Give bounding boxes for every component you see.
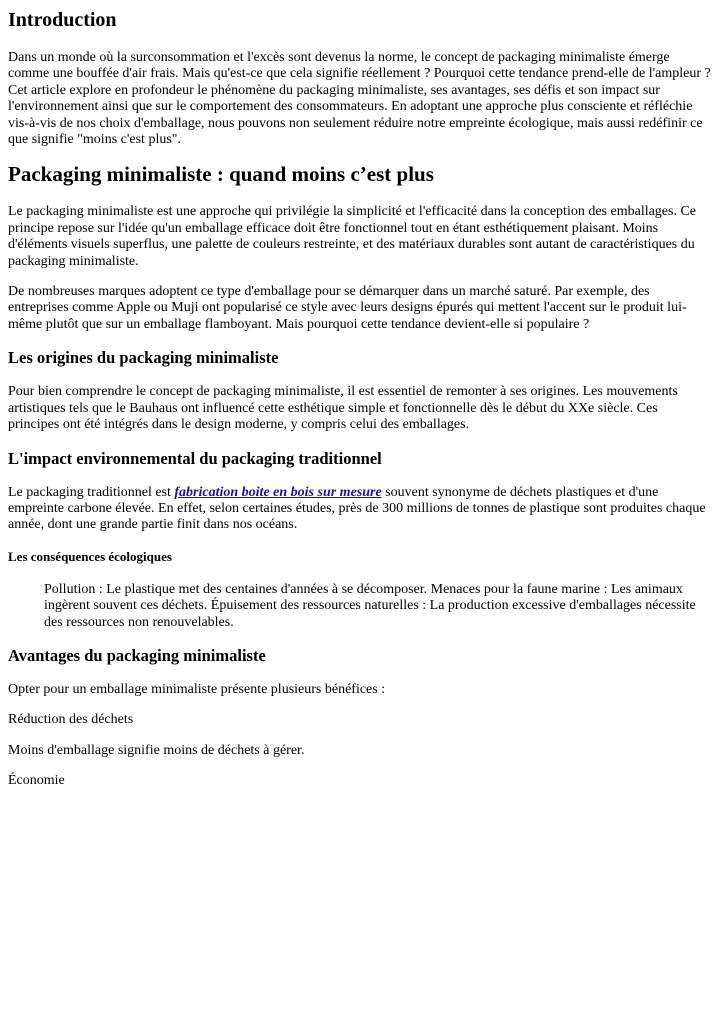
impact-text-before-link: Le packaging traditionnel est: [8, 484, 175, 500]
advantage-1-title: Réduction des déchets: [8, 712, 134, 728]
main-heading: Packaging minimaliste : quand moins c’est plus: [8, 162, 434, 187]
advantage-2-title: Économie: [8, 773, 65, 789]
intro-heading: Introduction: [8, 9, 117, 31]
consequences-heading: Les conséquences écologiques: [8, 548, 172, 564]
custom-wooden-box-link[interactable]: fabrication boite en bois sur mesure: [174, 484, 382, 500]
article-page: [0, 8, 720, 790]
main-paragraph-2: De nombreuses marques adoptent ce type d'emballage pour se démarquer dans un marché saturé. Par exemple, des entreprises comme Apple ou Muji ont popularisé ce style avec leurs designs épurés qui mettent l'accent sur le produit lui-même plutôt que sur un emballage flamboyant. Mais pourquoi cette tendance devient-elle si populaire ?: [8, 284, 687, 332]
impact-paragraph: [8, 485, 712, 534]
consequences-quote: Pollution : Le plastique met des centaines d'années à se décomposer. Menaces pour la faune marine : Les animaux ingèrent souvent ces déchets. Épuisement des ressources naturelles : La production excessive d'emballages nécessite des ressources non renouvelables.: [44, 581, 696, 630]
impact-text-after-link: souvent synonyme de déchets plastiques et d'une empreinte carbone élevée. En effet, selon certaines études, près de 300 millions de tonnes de plastique sont produites chaque année, dont une grande partie finit dans nos océans.: [8, 484, 706, 533]
origins-heading: Les origines du packaging minimaliste: [8, 348, 279, 368]
advantages-intro: Opter pour un emballage minimaliste présente plusieurs bénéfices :: [8, 681, 386, 697]
origins-paragraph: Pour bien comprendre le concept de packaging minimaliste, il est essentiel de remonter à ses origines. Les mouvements artistiques tels que le Bauhaus ont influencé cette esthétique simple et fonctionnelle dès le début du XXe siècle. Ces principes ont été intégrés dans le design moderne, y compris celui des emballages.: [8, 384, 678, 433]
advantage-1-text: Moins d'emballage signifie moins de déchets à gérer.: [8, 742, 305, 758]
impact-heading: L'impact environnemental du packaging traditionnel: [8, 448, 382, 468]
advantages-heading: Avantages du packaging minimaliste: [8, 645, 266, 665]
intro-paragraph: Dans un monde où la surconsommation et l'excès sont devenus la norme, le concept de packaging minimaliste émerge comme une bouffée d'air frais. Mais qu'est-ce que cela signifie réellement ? Pourquoi cette tendance prend-elle de l'ampleur ? Cet article explore en profondeur le phénomène du packaging minimaliste, ses avantages, ses défis et son impact sur l'environnement ainsi que sur le comportement des consommateurs. En adoptant une approche plus consciente et réfléchie vis-à-vis de nos choix d'emballage, nous pouvons non seulement réduire notre empreinte écologique, mais aussi redéfinir ce que signifie "moins c'est plus".: [8, 50, 711, 148]
main-paragraph-1: Le packaging minimaliste est une approche qui privilégie la simplicité et l'efficacité dans la conception des emballages. Ce principe repose sur l'idée qu'un emballage efficace doit être fonctionnel tout en étant esthétiquement plaisant. Moins d'éléments visuels superflus, une palette de couleurs restreinte, et des matériaux durables sont autant de caractéristiques du packaging minimaliste.: [8, 204, 697, 269]
